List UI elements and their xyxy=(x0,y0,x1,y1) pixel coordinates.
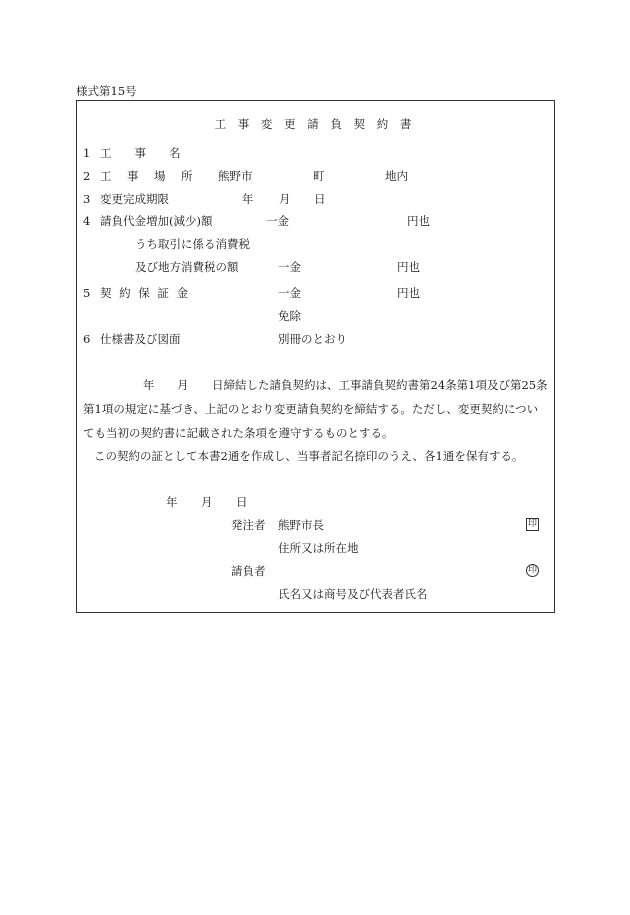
item-3-month: 月 xyxy=(279,192,291,206)
item-2-city: 熊野市 xyxy=(218,169,253,183)
orderer-name: 熊野市長 xyxy=(278,518,324,532)
name-label: 氏名又は商号及び代表者氏名 xyxy=(278,587,428,601)
item-4-sub2: 及び地方消費税の額 xyxy=(135,260,239,274)
seal-round-icon: 印 xyxy=(527,565,537,575)
sign-day: 日 xyxy=(236,495,248,509)
item-6-value: 別冊のとおり xyxy=(278,332,347,346)
item-4-kin: 一金 xyxy=(266,214,289,228)
item-3-year: 年 xyxy=(242,192,254,206)
body-line3: ても当初の契約書に記載された条項を遵守するものとする。 xyxy=(83,426,394,440)
item-3-number: 3 xyxy=(83,192,91,206)
document-title: 工 事 変 更 請 負 契 約 書 xyxy=(214,117,416,131)
item-5-kin: 一金 xyxy=(278,286,301,300)
item-2-area: 地内 xyxy=(385,169,408,183)
item-2-number: 2 xyxy=(83,169,91,183)
item-4-sub-kin: 一金 xyxy=(278,260,301,274)
item-4-sub-yen: 円也 xyxy=(397,260,420,274)
body-line1: 日締結した請負契約は、工事請負契約書第24条第1項及び第25条 xyxy=(212,378,548,392)
item-5-yen: 円也 xyxy=(397,286,420,300)
sign-month: 月 xyxy=(201,495,213,509)
body-month: 月 xyxy=(177,378,189,392)
contractor-label: 請負者 xyxy=(231,564,266,578)
item-4-label: 請負代金増加(減少)額 xyxy=(100,214,213,228)
form-number: 様式第15号 xyxy=(76,84,137,98)
body-line2: 第1項の規定に基づき、上記のとおり変更請負契約を締結する。ただし、変更契約につい xyxy=(83,402,539,416)
seal-square-icon: 印 xyxy=(527,519,537,529)
item-3-label: 変更完成期限 xyxy=(100,192,169,206)
item-6-number: 6 xyxy=(83,332,91,346)
sign-year: 年 xyxy=(166,495,178,509)
item-1-label: 工 事 名 xyxy=(100,146,181,160)
item-1-number: 1 xyxy=(83,146,91,160)
item-4-yen: 円也 xyxy=(407,214,430,228)
item-5-exempt: 免除 xyxy=(278,309,301,323)
item-3-day: 日 xyxy=(314,192,326,206)
item-6-label: 仕様書及び図面 xyxy=(100,332,181,346)
item-4-sub1: うち取引に係る消費税 xyxy=(135,237,250,251)
item-4-number: 4 xyxy=(83,214,91,228)
item-2-label: 工 事 場 所 xyxy=(100,169,195,183)
orderer-label: 発注者 xyxy=(231,518,266,532)
item-2-town: 町 xyxy=(313,169,325,183)
item-5-label: 契 約 保 証 金 xyxy=(100,286,191,300)
body-year: 年 xyxy=(143,378,155,392)
body-para2: この契約の証として本書2通を作成し、当事者記名捺印のうえ、各1通を保有する。 xyxy=(94,449,524,463)
item-5-number: 5 xyxy=(83,286,91,300)
address-label: 住所又は所在地 xyxy=(278,541,359,555)
